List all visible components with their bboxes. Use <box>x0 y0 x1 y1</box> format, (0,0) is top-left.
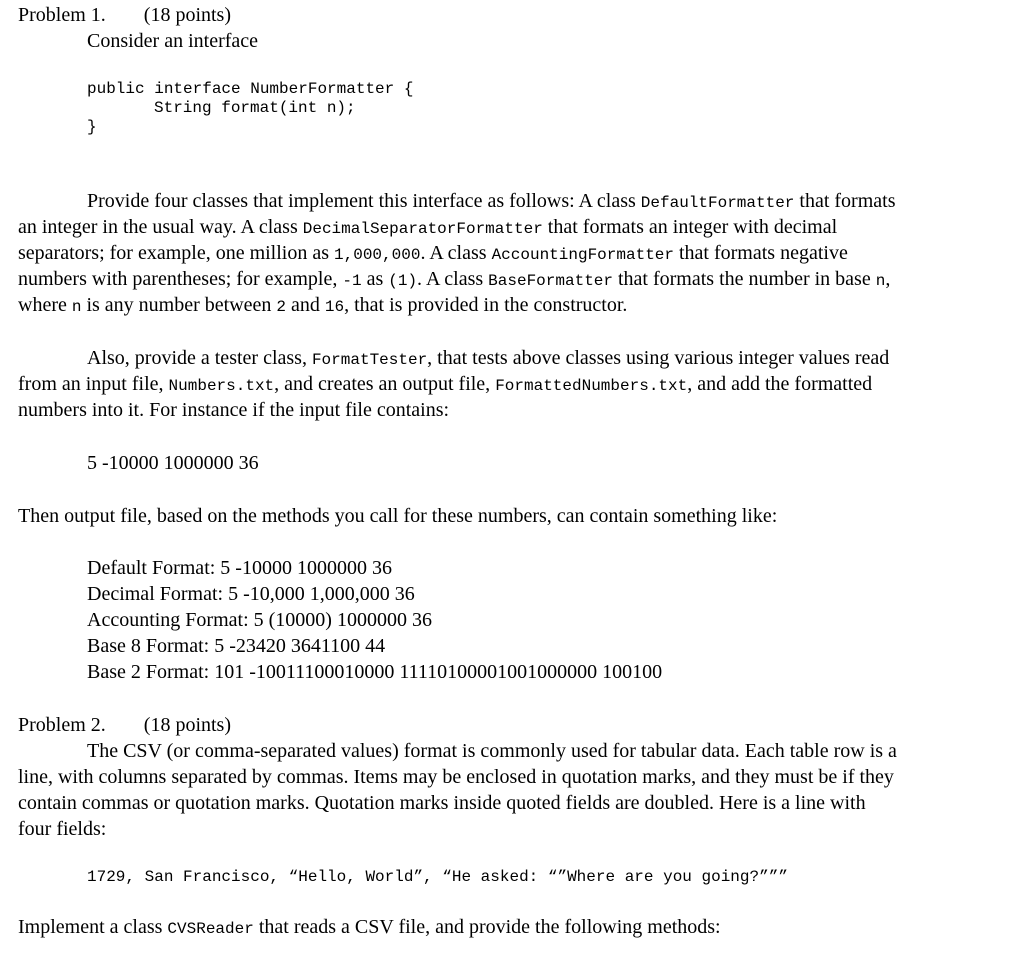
problem2-heading-line <box>18 712 231 738</box>
text-span: , and creates an output file, <box>274 373 496 395</box>
problem2-points: (18 points) <box>143 714 231 736</box>
text-span: that reads a CSV file, and provide the following methods: <box>253 916 721 938</box>
text-span: and <box>286 294 325 316</box>
code-two: 2 <box>276 298 287 316</box>
code-line-1: public interface NumberFormatter { <box>87 80 414 98</box>
text-span: that formats an integer with decimal <box>542 216 838 238</box>
problem2-line3: contain commas or quotation marks. Quotation marks inside quoted fields are doubled. Here is a line with <box>18 792 866 814</box>
problem1-points: (18 points) <box>143 4 231 26</box>
text-span: an integer in the usual way. A class <box>18 216 303 238</box>
class-name-decimal-separator-formatter: DecimalSeparatorFormatter <box>302 220 543 238</box>
output-line-base8: Base 8 Format: 5 -23420 3641100 44 <box>87 635 386 657</box>
text-span: from an input file, <box>18 373 169 395</box>
class-name-accounting-formatter: AccountingFormatter <box>491 246 674 264</box>
text-span: numbers with parentheses; for example, <box>18 268 343 290</box>
para2-line3: numbers into it. For instance if the input file contains: <box>18 399 450 421</box>
para1-line5 <box>18 292 627 320</box>
code-sixteen: 16 <box>324 298 345 316</box>
text-span: Provide four classes that implement this interface as follows: A class <box>87 190 641 212</box>
text-span: where <box>18 294 72 316</box>
output-line-base2: Base 2 Format: 101 -10011100010000 11110100001001000000 100100 <box>87 661 663 683</box>
code-n: n <box>875 272 886 290</box>
input-example: 5 -10000 1000000 36 <box>87 452 259 474</box>
problem2-title: Problem 2. <box>18 714 106 736</box>
text-span: . A class <box>420 242 492 264</box>
code-one-million: 1,000,000 <box>334 246 421 264</box>
problem2-line2: line, with columns separated by commas. Items may be enclosed in quotation marks, and they must be if they <box>18 766 894 788</box>
para1-line1 <box>87 188 896 216</box>
problem2-line4: four fields: <box>18 818 107 840</box>
text-span: , and add the formatted <box>687 373 873 395</box>
class-name-base-formatter: BaseFormatter <box>488 272 613 290</box>
text-span: Also, provide a tester class, <box>87 347 312 369</box>
text-span: . A class <box>417 268 489 290</box>
class-name-format-tester: FormatTester <box>311 351 428 369</box>
problem2-line1: The CSV (or comma-separated values) format is commonly used for tabular data. Each table row is a <box>87 740 897 762</box>
text-span: , that is provided in the constructor. <box>344 294 628 316</box>
code-paren-one: (1) <box>388 272 418 290</box>
code-line-2: String format(int n); <box>154 99 356 117</box>
class-name-cvs-reader: CVSReader <box>167 920 254 938</box>
problem1-heading-line <box>18 2 231 28</box>
text-span: that formats the number in base <box>613 268 876 290</box>
class-name-default-formatter: DefaultFormatter <box>640 194 795 212</box>
output-line-decimal: Decimal Format: 5 -10,000 1,000,000 36 <box>87 583 415 605</box>
text-span: is any number between <box>81 294 277 316</box>
problem1-title: Problem 1. <box>18 4 106 26</box>
text-span: that formats negative <box>674 242 848 264</box>
text-span: , that tests above classes using various integer values read <box>427 347 890 369</box>
file-name-formatted-numbers: FormattedNumbers.txt <box>495 377 688 395</box>
problem1-intro: Consider an interface <box>87 30 259 52</box>
text-span: as <box>361 268 389 290</box>
para2-line1 <box>87 345 889 373</box>
code-line-3: } <box>87 118 97 136</box>
text-span: , <box>885 268 891 290</box>
para2-line2 <box>18 371 872 399</box>
csv-example: 1729, San Francisco, “Hello, World”, “He asked: “”Where are you going?””” <box>87 868 788 886</box>
text-span: that formats <box>794 190 896 212</box>
code-minus-one: -1 <box>342 272 362 290</box>
file-name-numbers: Numbers.txt <box>168 377 275 395</box>
code-n: n <box>71 298 82 316</box>
para1-line4 <box>18 266 890 294</box>
output-intro: Then output file, based on the methods you call for these numbers, can contain something like: <box>18 505 778 527</box>
para1-line2 <box>18 214 837 242</box>
output-line-default: Default Format: 5 -10000 1000000 36 <box>87 557 392 579</box>
para1-line3 <box>18 240 848 268</box>
text-span: separators; for example, one million as <box>18 242 335 264</box>
output-line-accounting: Accounting Format: 5 (10000) 1000000 36 <box>87 609 432 631</box>
problem2-final-line <box>18 914 721 942</box>
text-span: Implement a class <box>18 916 168 938</box>
